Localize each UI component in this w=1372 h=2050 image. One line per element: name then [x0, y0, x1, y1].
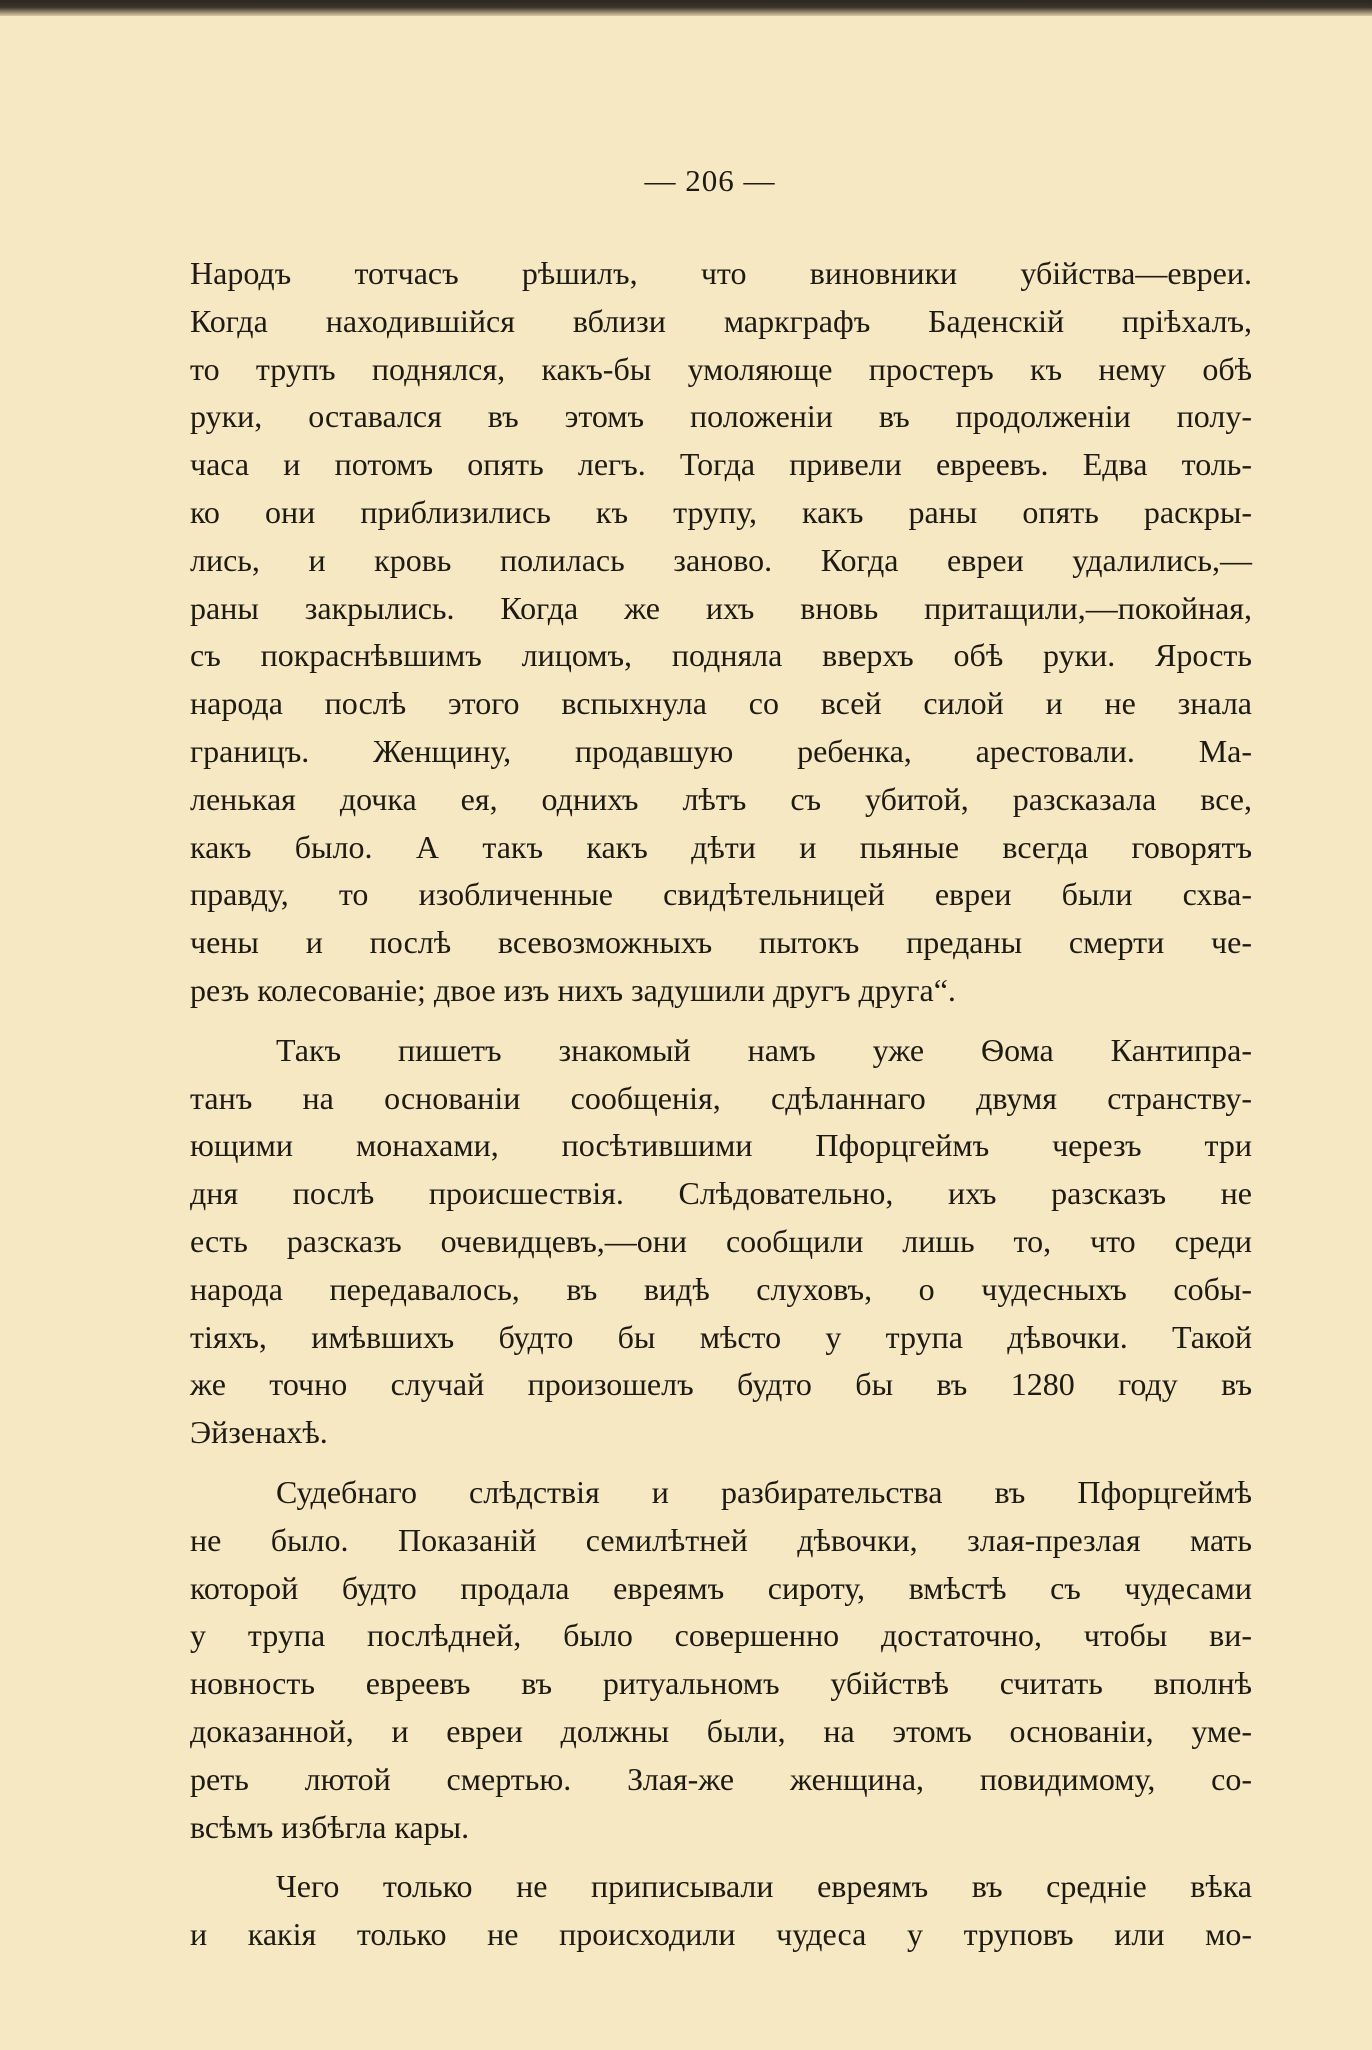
text-line: какъ было. А такъ какъ дѣти и пьяные всегда говорятъ [190, 828, 1252, 865]
page-number: — 206 — [644, 163, 776, 198]
text-line: ющими монахами, посѣтившими Пфорцгеймъ черезъ три [190, 1127, 1252, 1164]
text-line: дня послѣ происшествія. Слѣдовательно, ихъ разсказъ не [190, 1175, 1252, 1212]
text-line: Чего только не приписывали евреямъ въ средніе вѣка [276, 1868, 1252, 1905]
text-line: тіяхъ, имѣвшихъ будто бы мѣсто у трупа дѣвочки. Такой [190, 1318, 1252, 1355]
text-line: Судебнаго слѣдствія и разбирательства въ Пфорцгеймѣ [276, 1473, 1252, 1510]
text-line: у трупа послѣдней, было совершенно достаточно, чтобы ви- [190, 1617, 1252, 1654]
text-line: народа послѣ этого вспыхнула со всей силой и не знала [190, 685, 1252, 722]
paragraph-2 [190, 1027, 1252, 1457]
paragraph-3 [190, 1469, 1252, 1851]
text-line: лись, и кровь полилась заново. Когда евреи удалились,— [190, 541, 1252, 578]
text-line: же точно случай произошелъ будто бы въ 1280 году въ [190, 1366, 1252, 1403]
paragraph-gap [190, 1015, 1252, 1027]
text-line: Когда находившійся вблизи маркграфъ Баденскій пріѣхалъ, [190, 302, 1252, 339]
scan-top-edge [0, 0, 1372, 16]
text-line: чены и послѣ всевозможныхъ пытокъ преданы смерти че- [190, 924, 1252, 961]
text-line: ко они приблизились къ трупу, какъ раны опять раскры- [190, 493, 1252, 530]
paragraph-1 [190, 250, 1252, 1015]
text-line: реть лютой смертью. Злая-же женщина, повидимому, со- [190, 1760, 1252, 1797]
text-line: народа передавалось, въ видѣ слуховъ, о чудесныхъ собы- [190, 1270, 1252, 1307]
text-line: ленькая дочка ея, однихъ лѣтъ съ убитой, разсказала все, [190, 780, 1252, 817]
text-line: правду, то изобличенные свидѣтельницей евреи были схва- [190, 876, 1252, 913]
text-line: съ покраснѣвшимъ лицомъ, подняла вверхъ обѣ руки. Ярость [190, 637, 1252, 674]
text-line: руки, оставался въ этомъ положеніи въ продолженіи полу- [190, 398, 1252, 435]
paragraph-gap [190, 1457, 1252, 1469]
text-line: часа и потомъ опять легъ. Тогда привели евреевъ. Едва толь- [190, 446, 1252, 483]
text-line: Эйзенахѣ. [190, 1414, 328, 1451]
text-line: Народъ тотчасъ рѣшилъ, что виновники убійства—евреи. [190, 255, 1252, 291]
text-line: то трупъ поднялся, какъ-бы умоляюще простеръ къ нему обѣ [190, 350, 1252, 387]
text-line: всѣмъ избѣгла кары. [190, 1808, 470, 1845]
text-line: резъ колесованіе; двое изъ нихъ задушили другъ друга“. [190, 971, 956, 1008]
text-line: не было. Показаній семилѣтней дѣвочки, злая-презлая мать [190, 1521, 1252, 1558]
text-line: раны закрылись. Когда же ихъ вновь притащили,—покойная, [190, 589, 1252, 626]
paragraph-4 [190, 1863, 1252, 1959]
text-line: Такъ пишетъ знакомый намъ уже Ѳома Кантипра- [276, 1031, 1252, 1068]
paragraph-gap [190, 1851, 1252, 1863]
text-line: которой будто продала евреямъ сироту, вмѣстѣ съ чудесами [190, 1569, 1252, 1606]
text-line: границъ. Женщину, продавшую ребенка, арестовали. Ма- [190, 732, 1252, 769]
text-line: новность евреевъ въ ритуальномъ убійствѣ считать вполнѣ [190, 1665, 1252, 1702]
text-line: есть разсказъ очевидцевъ,—они сообщили лишь то, что среди [190, 1222, 1252, 1259]
body-text [190, 250, 1252, 1959]
text-line: доказанной, и евреи должны были, на этомъ основаніи, уме- [190, 1712, 1252, 1749]
text-line: танъ на основаніи сообщенія, сдѣланнаго двумя странству- [190, 1079, 1252, 1116]
text-line: и какія только не происходили чудеса у труповъ или мо- [190, 1916, 1252, 1953]
